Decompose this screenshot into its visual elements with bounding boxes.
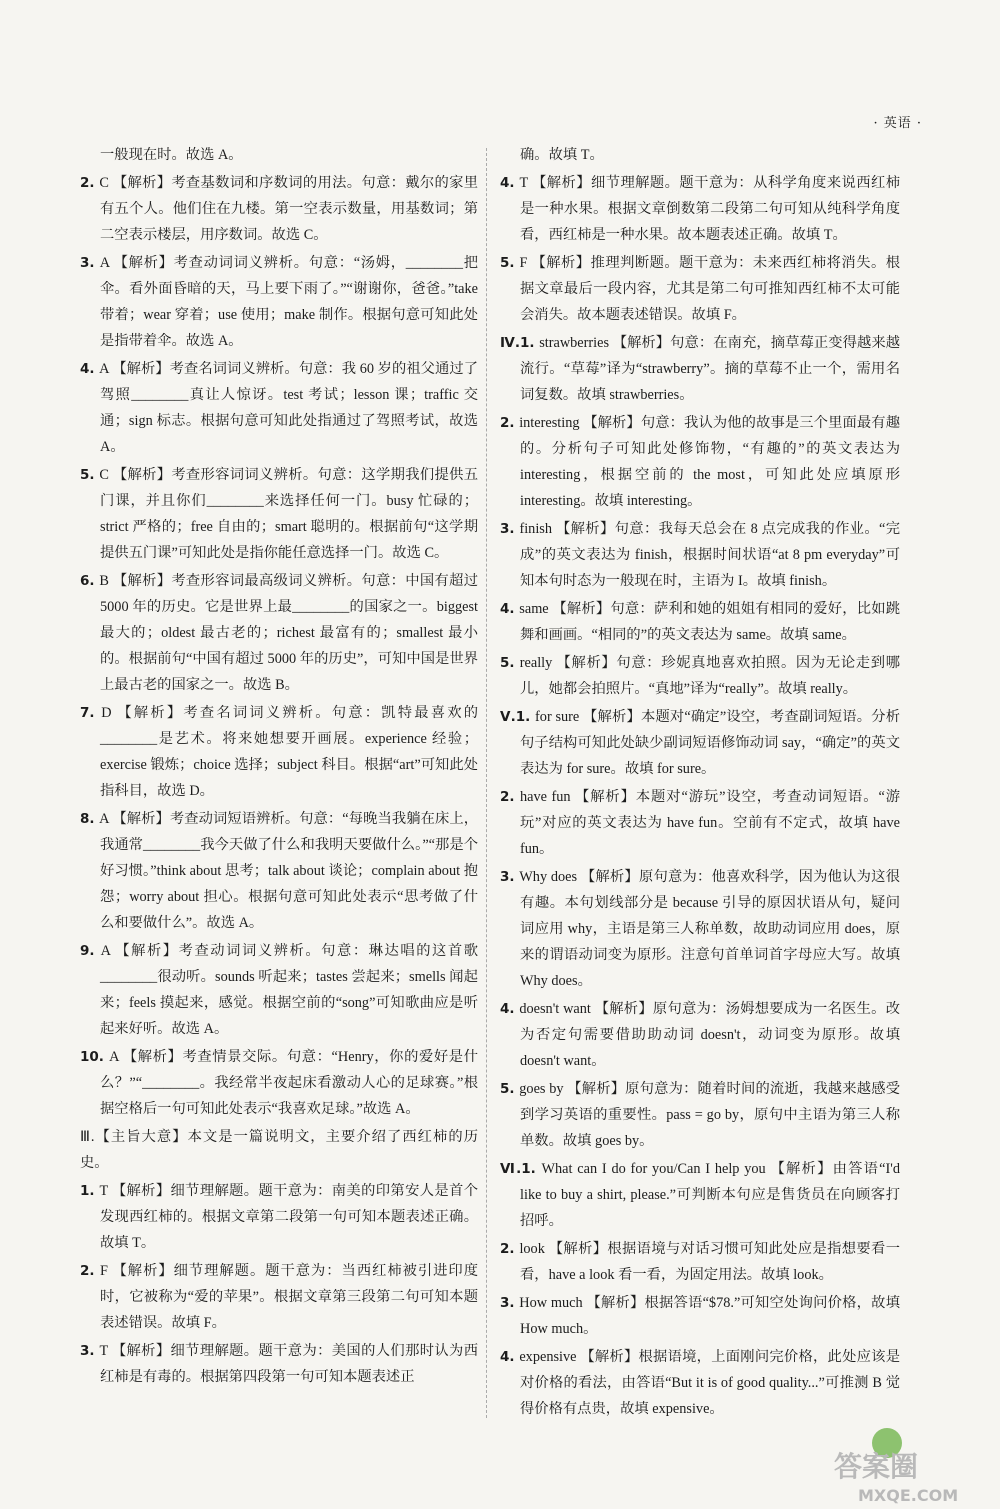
item-number: 1. <box>80 1183 95 1199</box>
watermark-text-bottom: MXQE.COM <box>858 1486 959 1505</box>
item-number: 3. <box>500 1295 515 1311</box>
item-text: C 【解析】考查基数词和序数词的用法。句意：戴尔的家里有五个人。他们住在九楼。第一空表示数量，用基数词；第二空表示楼层，用序数词。故选 C。 <box>99 175 479 243</box>
answer-item <box>80 1258 478 1336</box>
item-number: 2. <box>500 415 515 431</box>
answer-item <box>80 1338 478 1390</box>
item-number: 3. <box>500 869 515 885</box>
item-number: 2. <box>500 789 515 805</box>
item-text: T 【解析】细节理解题。题干意为：美国的人们那时认为西红柿是有毒的。根据第四段第一句可知本题表述正 <box>99 1343 479 1385</box>
answer-item <box>500 516 900 594</box>
answer-item <box>80 1124 478 1176</box>
answer-item <box>500 170 900 248</box>
item-text: What can I do for you/Can I help you 【解析】由答语“I'd like to buy a shirt, please.”可判断本句应是售货员在向顾客打招呼。 <box>520 1161 900 1229</box>
right-column <box>500 142 900 1424</box>
item-text: F 【解析】推理判断题。题干意为：未来西红柿将消失。根据文章最后一段内容，尤其是第二句可推知西红柿不太可能会消失。故本题表述错误。故填 F。 <box>519 255 900 323</box>
item-number: 5. <box>500 255 515 271</box>
item-number: 6. <box>80 573 95 589</box>
answer-item <box>80 170 478 248</box>
item-number: 5. <box>500 655 515 671</box>
answer-item <box>500 864 900 994</box>
item-text: A 【解析】考查名词词义辨析。句意：我 60 岁的祖父通过了驾照________真让人惊讶。test 考试；lesson 课；traffic 交通；sign 标志。根据句意可知此处指通过了驾照考试，故选 A。 <box>99 361 478 455</box>
item-text: A 【解析】考查情景交际。句意：“Henry，你的爱好是什么？”“________。我经常半夜起床看激动人心的足球赛。”根据空格后一句可知此处表示“我喜欢足球。”故选 A。 <box>100 1049 479 1117</box>
answer-item <box>80 1178 478 1256</box>
item-number: 2. <box>80 175 95 191</box>
answer-item <box>80 142 478 168</box>
left-column <box>80 142 478 1392</box>
item-text: interesting 【解析】句意：我认为他的故事是三个里面最有趣的。分析句子可知此处修饰物，“有趣的”的英文表达为 interesting，根据空前的 the most，可知此处应填原形 interesting。故填 interesting。 <box>519 415 901 509</box>
answer-item <box>500 410 900 514</box>
item-number: 5. <box>80 467 95 483</box>
answer-item <box>500 1156 900 1234</box>
item-text: Why does 【解析】原句意为：他喜欢科学，因为他认为这很有趣。本句划线部分是 because 引导的原因状语从句，疑问词应用 why，主语是第三人称单数，故助动词应用 does，原来的谓语动词变为原形。注意句首单词首字母应大写。故填 Why does。 <box>519 869 900 989</box>
item-number: 2. <box>500 1241 515 1257</box>
answer-item <box>80 938 478 1042</box>
answer-item <box>500 784 900 862</box>
item-number: 9. <box>80 943 95 959</box>
item-text: D 【解析】考查名词词义辨析。句意：凯特最喜欢的________是艺术。将来她想要开画展。experience 经验；exercise 锻炼；choice 选择；subject 科目。根据“art”可知此处指科目，故选 D。 <box>100 705 478 799</box>
item-text: same 【解析】句意：萨利和她的姐姐有相同的爱好，比如跳舞和画画。“相同的”的英文表达为 same。故填 same。 <box>519 601 901 643</box>
column-divider <box>486 148 487 1418</box>
item-number: Ⅳ.1. <box>500 335 535 351</box>
item-number: 10. <box>80 1049 104 1065</box>
answer-item <box>500 596 900 648</box>
item-text: F 【解析】细节理解题。题干意为：当西红柿被引进印度时，它被称为“爱的苹果”。根据文章第三段第二句可知本题表述错误。故填 F。 <box>100 1263 478 1331</box>
item-text: C 【解析】考查形容词词义辨析。句意：这学期我们提供五门课，并且你们________来选择任何一门。busy 忙碌的；strict 严格的；free 自由的；smart 聪明的。根据前句“这学期提供五门课”可知此处是指你能任意选择一门。故选 C。 <box>99 467 479 561</box>
item-text: Ⅲ.【主旨大意】本文是一篇说明文，主要介绍了西红柿的历史。 <box>80 1129 478 1171</box>
answer-item <box>500 650 900 702</box>
item-text: really 【解析】句意：珍妮真地喜欢拍照。因为无论走到哪儿，她都会拍照片。“真地”译为“really”。故填 really。 <box>519 655 900 697</box>
answer-item <box>500 142 900 168</box>
item-text: look 【解析】根据语境与对话习惯可知此处应是指想要看一看，have a look 看一看，为固定用法。故填 look。 <box>519 1241 900 1283</box>
watermark-logo <box>806 1446 996 1506</box>
item-text: 确。故填 T。 <box>520 147 604 163</box>
item-number: 3. <box>80 1343 95 1359</box>
item-number: Ⅵ.1. <box>500 1161 536 1177</box>
item-text: 一般现在时。故选 A。 <box>100 147 243 163</box>
answer-item <box>80 700 478 804</box>
item-text: doesn't want 【解析】原句意为：汤姆想要成为一名医生。改为否定句需要借助助动词 doesn't，动词变为原形。故填 doesn't want。 <box>519 1001 901 1069</box>
item-text: B 【解析】考查形容词最高级词义辨析。句意：中国有超过 5000 年的历史。它是世界上最________的国家之一。biggest 最大的；oldest 最古老的；richest 最富有的；smallest 最小的。根据前句“中国有超过 5000 年的历史”，可知中国是世界上最古老的国家之一。故选 B。 <box>99 573 479 693</box>
item-text: A 【解析】考查动词词义辨析。句意：“汤姆，________把伞。看外面昏暗的天，马上要下雨了。”“谢谢你，爸爸。”take 带着；wear 穿着；use 使用；make 制作。根据句意可知此处是指带着伞。故选 A。 <box>99 255 478 349</box>
answer-item <box>80 806 478 936</box>
item-text: for sure 【解析】本题对“确定”设空，考查副词短语。分析句子结构可知此处缺少副词短语修饰动词 say，“确定”的英文表达为 for sure。故填 for sure。 <box>520 709 901 777</box>
answer-item <box>500 1076 900 1154</box>
item-number: 4. <box>500 601 515 617</box>
item-text: A 【解析】考查动词短语辨析。句意：“每晚当我躺在床上，我通常________我今天做了什么和我明天要做什么。”“那是个好习惯。”think about 思考；talk about 谈论；complain about 抱怨；worry about 担心。根据句意可知此处表示“思考做了什么和要做什么”。故选 A。 <box>99 811 479 931</box>
answer-item <box>500 330 900 408</box>
item-text: strawberries 【解析】句意：在南充，摘草莓正变得越来越流行。“草莓”译为“strawberry”。摘的草莓不止一个，需用名词复数。故填 strawberries。 <box>520 335 901 403</box>
answer-item <box>80 462 478 566</box>
item-number: 2. <box>80 1263 95 1279</box>
page-header-subject: · 英语 · <box>873 116 922 131</box>
watermark-text-top: 答案圈 <box>834 1450 919 1483</box>
item-number: 4. <box>500 1349 515 1365</box>
answer-item <box>80 1044 478 1122</box>
answer-item <box>500 996 900 1074</box>
item-number: 3. <box>500 521 515 537</box>
answer-item <box>500 250 900 328</box>
item-number: 4. <box>80 361 95 377</box>
item-number: 4. <box>500 175 515 191</box>
item-number: 4. <box>500 1001 515 1017</box>
item-text: finish 【解析】句意：我每天总会在 8 点完成我的作业。“完成”的英文表达为 finish，根据时间状语“at 8 pm everyday”可知本句时态为一般现在时，主语为 I。故填 finish。 <box>519 521 901 589</box>
answer-item <box>500 1236 900 1288</box>
item-text: A 【解析】考查动词词义辨析。句意：琳达唱的这首歌________很动听。sounds 听起来；tastes 尝起来；smells 闻起来；feels 摸起来，感觉。根据空前的“song”可知歌曲应是听起来好听。故选 A。 <box>100 943 479 1037</box>
item-text: goes by 【解析】原句意为：随着时间的流逝，我越来越感受到学习英语的重要性。pass = go by，原句中主语为第三人称单数。故填 goes by。 <box>519 1081 901 1149</box>
item-text: How much 【解析】根据答语“$78.”可知空处询问价格，故填 How much。 <box>519 1295 900 1337</box>
answer-item <box>500 1344 900 1422</box>
item-number: 3. <box>80 255 95 271</box>
answer-item <box>80 250 478 354</box>
item-number: 5. <box>500 1081 515 1097</box>
item-text: expensive 【解析】根据语境，上面刚问完价格，此处应该是对价格的看法，由答语“But it is of good quality...”可推测 B 觉得价格有点贵，故填 expensive。 <box>519 1349 900 1417</box>
answer-item <box>500 704 900 782</box>
answer-item <box>80 568 478 698</box>
answer-item <box>500 1290 900 1342</box>
item-number: 7. <box>80 705 95 721</box>
item-text: T 【解析】细节理解题。题干意为：南美的印第安人是首个发现西红柿的。根据文章第二段第一句可知本题表述正确。故填 T。 <box>99 1183 479 1251</box>
answer-item <box>80 356 478 460</box>
item-text: have fun 【解析】本题对“游玩”设空，考查动词短语。“游玩”对应的英文表达为 have fun。空前有不定式，故填 have fun。 <box>520 789 901 857</box>
item-text: T 【解析】细节理解题。题干意为：从科学角度来说西红柿是一种水果。根据文章倒数第二段第二句可知从纯科学角度看，西红柿是一种水果。故本题表述正确。故填 T。 <box>519 175 901 243</box>
item-number: 8. <box>80 811 95 827</box>
item-number: Ⅴ.1. <box>500 709 531 725</box>
